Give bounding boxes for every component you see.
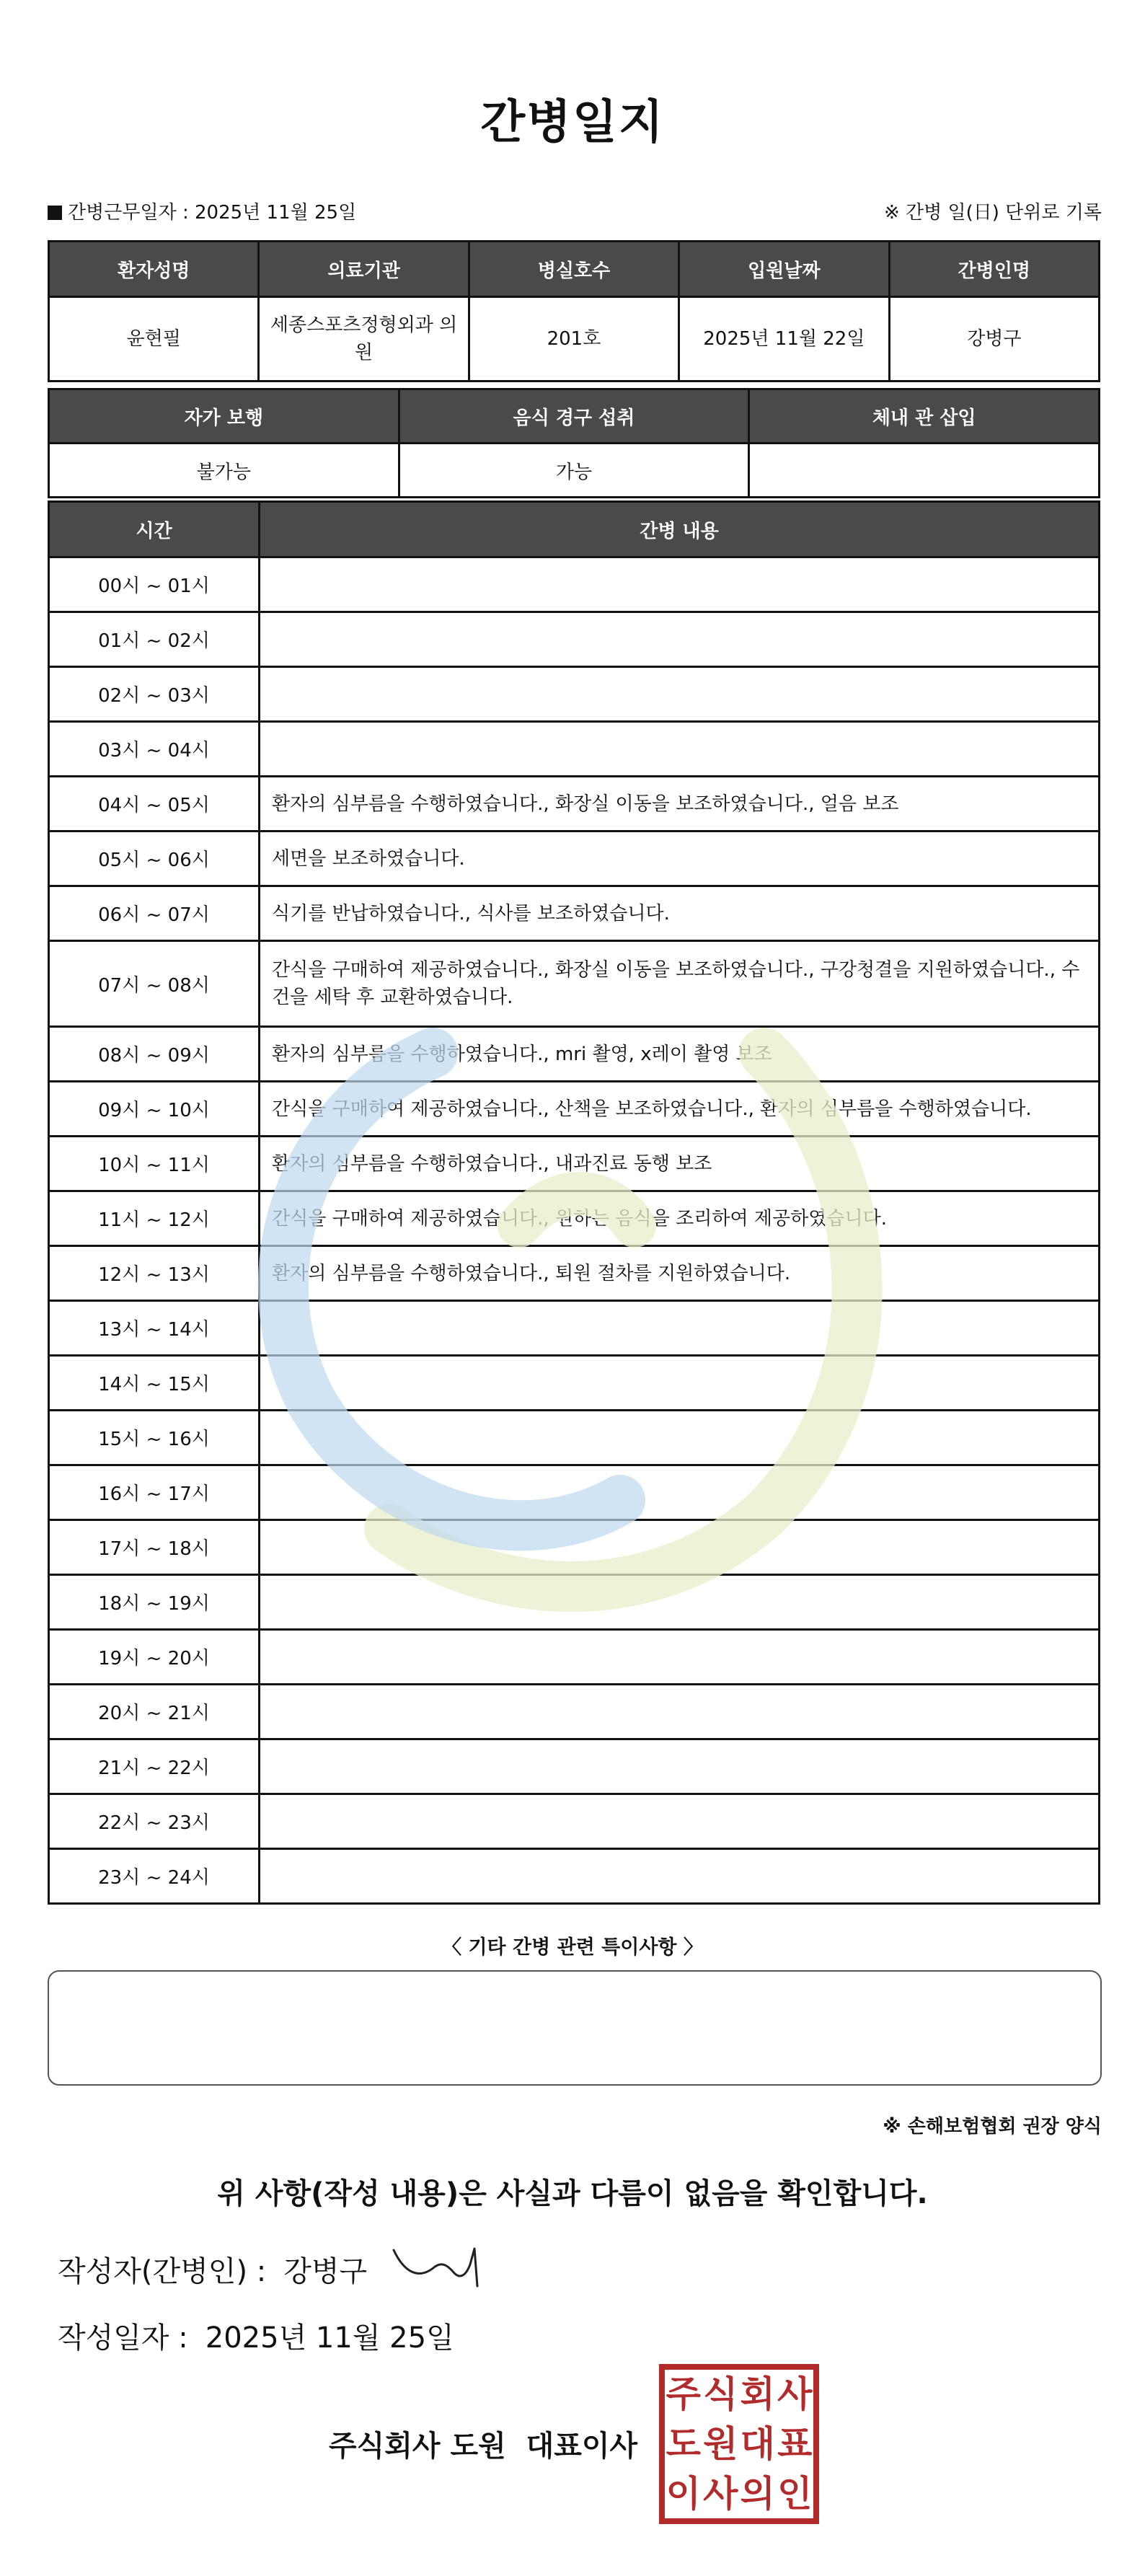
header-oral-intake: 음식 경구 섭취 bbox=[399, 389, 749, 444]
care-content bbox=[260, 1794, 1100, 1849]
care-content bbox=[260, 1630, 1100, 1685]
care-row bbox=[49, 1356, 1100, 1411]
care-time: 13시 ~ 14시 bbox=[49, 1301, 260, 1356]
care-time: 07시 ~ 08시 bbox=[49, 941, 260, 1027]
care-time: 02시 ~ 03시 bbox=[49, 667, 260, 722]
care-row bbox=[49, 1027, 1100, 1082]
special-notes-box bbox=[48, 1970, 1102, 2086]
header-care-content: 간병 내용 bbox=[260, 502, 1100, 557]
care-row bbox=[49, 1411, 1100, 1465]
caregiver-name: 강병구 bbox=[889, 297, 1099, 381]
write-date: 2025년 11월 25일 bbox=[205, 2321, 454, 2355]
care-content: 환자의 심부름을 수행하였습니다., mri 촬영, x레이 촬영 보조 bbox=[260, 1027, 1100, 1082]
header-time: 시간 bbox=[49, 502, 260, 557]
seal-character: 회 bbox=[740, 2373, 775, 2416]
care-time: 23시 ~ 24시 bbox=[49, 1849, 260, 1904]
care-row bbox=[49, 1849, 1100, 1904]
care-content: 식기를 반납하였습니다., 식사를 보조하였습니다. bbox=[260, 886, 1100, 941]
care-row bbox=[49, 612, 1100, 667]
patient-info-table bbox=[48, 240, 1100, 382]
care-time: 22시 ~ 23시 bbox=[49, 1794, 260, 1849]
care-time: 20시 ~ 21시 bbox=[49, 1685, 260, 1739]
seal-character: 사 bbox=[703, 2472, 738, 2515]
care-row bbox=[49, 667, 1100, 722]
care-content: 간식을 구매하여 제공하였습니다., 화장실 이동을 보조하였습니다., 구강청결을 지원하였습니다., 수건을 세탁 후 교환하였습니다. bbox=[260, 941, 1100, 1027]
care-row bbox=[49, 832, 1100, 886]
care-content bbox=[260, 1739, 1100, 1794]
seal-character: 도 bbox=[666, 2422, 701, 2465]
care-content bbox=[260, 1356, 1100, 1411]
care-row bbox=[49, 1685, 1100, 1739]
square-bullet-icon bbox=[48, 206, 62, 220]
care-row bbox=[49, 1246, 1100, 1301]
care-content bbox=[260, 1301, 1100, 1356]
care-content: 세면을 보조하였습니다. bbox=[260, 832, 1100, 886]
header-hospital: 의료기관 bbox=[259, 242, 469, 297]
special-notes-title: 〈 기타 간병 관련 특이사항 〉 bbox=[442, 1936, 703, 1959]
seal-character: 대 bbox=[740, 2422, 775, 2465]
care-content bbox=[260, 1411, 1100, 1465]
seal-character: 원 bbox=[703, 2422, 738, 2465]
company-seal bbox=[659, 2364, 819, 2524]
care-time: 08시 ~ 09시 bbox=[49, 1027, 260, 1082]
seal-character: 주 bbox=[666, 2373, 701, 2416]
walking-status: 불가능 bbox=[49, 444, 399, 498]
care-content bbox=[260, 1465, 1100, 1520]
seal-character: 의 bbox=[740, 2472, 775, 2515]
care-content: 환자의 심부름을 수행하였습니다., 화장실 이동을 보조하였습니다., 얼음 보조 bbox=[260, 777, 1100, 832]
care-time: 14시 ~ 15시 bbox=[49, 1356, 260, 1411]
care-content bbox=[260, 667, 1100, 722]
patient-name: 윤현필 bbox=[49, 297, 259, 381]
write-date-line bbox=[58, 2315, 454, 2356]
header-admission-date: 입원날짜 bbox=[679, 242, 889, 297]
care-time: 19시 ~ 20시 bbox=[49, 1630, 260, 1685]
care-time: 03시 ~ 04시 bbox=[49, 722, 260, 777]
care-time: 01시 ~ 02시 bbox=[49, 612, 260, 667]
seal-character: 식 bbox=[703, 2373, 738, 2416]
care-time: 05시 ~ 06시 bbox=[49, 832, 260, 886]
signature-image bbox=[389, 2236, 490, 2293]
care-content: 환자의 심부름을 수행하였습니다., 퇴원 절차를 지원하였습니다. bbox=[260, 1246, 1100, 1301]
document-title: 간병일지 bbox=[480, 96, 665, 149]
care-content bbox=[260, 557, 1100, 612]
header-patient-name: 환자성명 bbox=[49, 242, 259, 297]
care-row bbox=[49, 1739, 1100, 1794]
care-time: 17시 ~ 18시 bbox=[49, 1520, 260, 1575]
tube-status bbox=[749, 444, 1100, 498]
header-tube: 체내 관 삽입 bbox=[749, 389, 1100, 444]
care-row bbox=[49, 722, 1100, 777]
care-row bbox=[49, 1520, 1100, 1575]
care-time: 06시 ~ 07시 bbox=[49, 886, 260, 941]
care-time: 09시 ~ 10시 bbox=[49, 1082, 260, 1137]
care-content bbox=[260, 1685, 1100, 1739]
oral-intake-status: 가능 bbox=[399, 444, 749, 498]
care-content: 간식을 구매하여 제공하였습니다., 원하는 음식을 조리하여 제공하였습니다. bbox=[260, 1191, 1100, 1246]
write-date-label: 작성일자 : bbox=[58, 2321, 188, 2355]
confirmation-text: 위 사항(작성 내용)은 사실과 다름이 없음을 확인합니다. bbox=[217, 2177, 928, 2210]
writer-line bbox=[58, 2249, 367, 2290]
care-time: 04시 ~ 05시 bbox=[49, 777, 260, 832]
header-room: 병실호수 bbox=[469, 242, 678, 297]
writer-label: 작성자(간병인) : bbox=[58, 2255, 267, 2288]
header-caregiver: 간병인명 bbox=[889, 242, 1099, 297]
care-row bbox=[49, 777, 1100, 832]
care-time: 12시 ~ 13시 bbox=[49, 1246, 260, 1301]
hospital-name: 세종스포츠정형외과 의원 bbox=[259, 297, 469, 381]
care-row bbox=[49, 1794, 1100, 1849]
company-name: 주식회사 도원 대표이사 bbox=[329, 2430, 638, 2463]
care-time: 18시 ~ 19시 bbox=[49, 1575, 260, 1630]
care-content bbox=[260, 722, 1100, 777]
seal-character: 이 bbox=[666, 2472, 701, 2515]
care-row bbox=[49, 1465, 1100, 1520]
work-date-value: 2025년 11월 25일 bbox=[195, 202, 357, 224]
care-time: 15시 ~ 16시 bbox=[49, 1411, 260, 1465]
care-content bbox=[260, 1520, 1100, 1575]
admission-date: 2025년 11월 22일 bbox=[679, 297, 889, 381]
seal-character: 사 bbox=[777, 2373, 813, 2416]
care-row bbox=[49, 1082, 1100, 1137]
care-content bbox=[260, 1849, 1100, 1904]
care-row bbox=[49, 886, 1100, 941]
recommend-note: ※ 손해보험협회 권장 양식 bbox=[883, 2116, 1102, 2138]
unit-note: ※ 간병 일(日) 단위로 기록 bbox=[883, 202, 1102, 224]
care-row bbox=[49, 1575, 1100, 1630]
care-time: 16시 ~ 17시 bbox=[49, 1465, 260, 1520]
care-content: 간식을 구매하여 제공하였습니다., 산책을 보조하였습니다., 환자의 심부름을 수행하였습니다. bbox=[260, 1082, 1100, 1137]
care-row bbox=[49, 1191, 1100, 1246]
care-row bbox=[49, 557, 1100, 612]
care-content bbox=[260, 1575, 1100, 1630]
care-time: 00시 ~ 01시 bbox=[49, 557, 260, 612]
care-row bbox=[49, 1137, 1100, 1191]
care-row bbox=[49, 1630, 1100, 1685]
care-row bbox=[49, 1301, 1100, 1356]
patient-status-table bbox=[48, 388, 1100, 498]
care-content bbox=[260, 612, 1100, 667]
care-log-table bbox=[48, 500, 1100, 1905]
care-time: 10시 ~ 11시 bbox=[49, 1137, 260, 1191]
care-time: 21시 ~ 22시 bbox=[49, 1739, 260, 1794]
seal-character: 표 bbox=[777, 2422, 813, 2465]
work-date: 간병근무일자 : 2025년 11월 25일 bbox=[48, 198, 356, 224]
header-walking: 자가 보행 bbox=[49, 389, 399, 444]
room-number: 201호 bbox=[469, 297, 678, 381]
care-time: 11시 ~ 12시 bbox=[49, 1191, 260, 1246]
writer-name: 강병구 bbox=[283, 2255, 368, 2288]
care-content: 환자의 심부름을 수행하였습니다., 내과진료 동행 보조 bbox=[260, 1137, 1100, 1191]
care-row bbox=[49, 941, 1100, 1027]
seal-character: 인 bbox=[777, 2472, 813, 2515]
